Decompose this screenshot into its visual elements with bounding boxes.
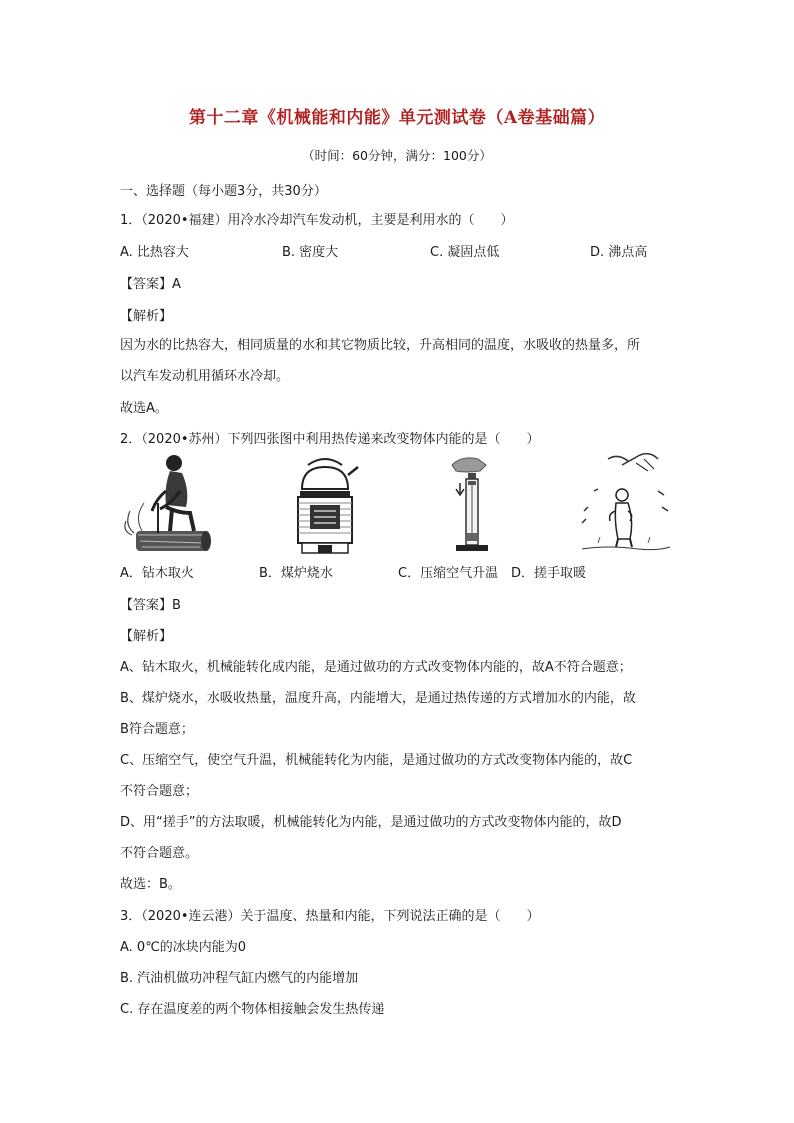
q1-analysis-line-1: 因为水的比热容大，相同质量的水和其它物质比较，升高相同的温度，水吸收的热量多，所: [120, 338, 641, 353]
page-title: 第十二章《机械能和内能》单元测试卷（A卷基础篇）: [188, 108, 606, 128]
q2-option-c: C．压缩空气升温: [398, 566, 499, 581]
q3-stem: 3．（2020•连云港）关于温度、热量和内能，下列说法正确的是（ ）: [120, 909, 540, 924]
q2-analysis-line-1: A、钻木取火，机械能转化成内能，是通过做功的方式改变物体内能的，故A不符合题意；: [120, 660, 632, 675]
q1-option-c: C. 凝固点低: [430, 245, 500, 260]
coal-stove-kettle-picture: [288, 451, 362, 557]
q2-answer: 【答案】B: [120, 598, 181, 613]
q3-option-b: B. 汽油机做功冲程气缸内燃气的内能增加: [120, 971, 359, 986]
q2-analysis-label: 【解析】: [120, 629, 173, 644]
q1-analysis-line-2: 以汽车发动机用循环水冷却。: [120, 369, 290, 384]
q2-option-a: A．钻木取火: [120, 566, 194, 581]
q1-option-d: D. 沸点高: [590, 245, 648, 260]
q2-analysis-line-2: B、煤炉烧水，水吸收热量，温度升高，内能增大，是通过热传递的方式增加水的内能，故: [120, 691, 636, 706]
q2-analysis-line-7: 不符合题意。: [120, 846, 199, 861]
q2-stem: 2．（2020•苏州）下列四张图中利用热传递来改变物体内能的是（ ）: [120, 432, 540, 447]
q2-analysis-line-4: C、压缩空气，使空气升温，机械能转化为内能，是通过做功的方式改变物体内能的，故C: [120, 753, 633, 768]
q1-analysis-label: 【解析】: [120, 309, 173, 324]
q1-stem: 1．（2020•福建）用冷水冷却汽车发动机，主要是利用水的（ ）: [120, 213, 514, 228]
drilling-wood-fire-picture: [120, 451, 220, 559]
q1-answer: 【答案】A: [120, 277, 181, 292]
page-subtitle: （时间：60分钟，满分：100分）: [302, 148, 492, 163]
q3-option-c: C. 存在温度差的两个物体相接触会发生热传递: [120, 1002, 385, 1017]
section-heading: 一、选择题（每小题3分，共30分）: [120, 184, 327, 199]
q2-option-b: B．煤炉烧水: [259, 566, 333, 581]
q2-analysis-line-6: D、用“搓手”的方法取暖，机械能转化为内能，是通过做功的方式改变物体内能的，故D: [120, 815, 622, 830]
q3-option-a: A. 0℃的冰块内能为0: [120, 940, 247, 955]
air-compression-piston-picture: [446, 451, 498, 555]
q2-conclusion: 故选：B。: [120, 877, 181, 892]
q2-analysis-line-5: 不符合题意；: [120, 784, 199, 799]
q1-option-b: B. 密度大: [282, 245, 339, 260]
rubbing-hands-picture: [578, 451, 672, 553]
q2-analysis-line-3: B符合题意；: [120, 722, 194, 737]
q2-option-d: D．搓手取暖: [511, 566, 587, 581]
q1-conclusion: 故选A。: [120, 401, 168, 416]
q1-option-a: A. 比热容大: [120, 245, 189, 260]
